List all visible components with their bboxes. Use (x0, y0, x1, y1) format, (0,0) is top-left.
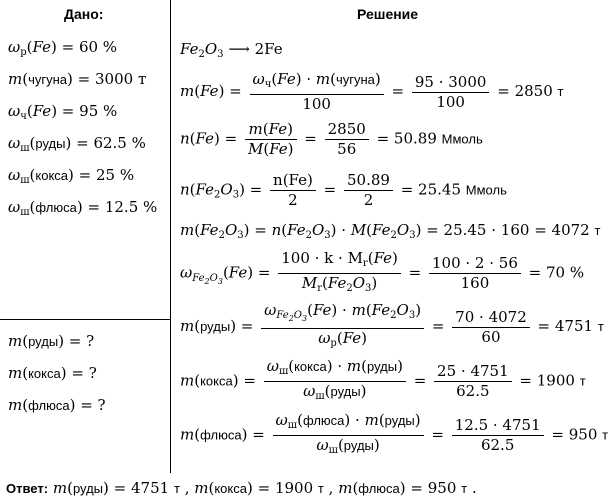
given-item: $\omega_ч(Fe) = 95$ % (8, 102, 118, 122)
formula-mass-ore: m(руды) = $\frac{\omega_{Fe_2O_3}(Fe) \cdot m(Fe_2O_3)}{\omega_р(Fe)}$ = $\frac{70 \cdot 4072}{60}$ = 4751 т (180, 301, 604, 349)
formula-moles-fe: n(Fe) = $\frac{m(Fe)}{M(Fe)}$ = $\frac{2850}{56}$ = 50.89 Ммоль (180, 120, 483, 158)
reaction-equation: $Fe_2O_3$ ⟶ 2Fe (180, 40, 283, 60)
find-item: m(флюса) = ? (8, 396, 106, 414)
formula-mass-fe: m(Fe) = $\frac{\omega_ч(Fe) \cdot m(чугуна)}{100}$ = $\frac{95 \cdot 3000}{100}$ = 2850 т (180, 70, 564, 113)
given-item: $\omega_ш(флюса) = 12.5$ % (8, 198, 158, 218)
answer-line: Ответ: m(руды) = 4751 т , m(кокса) = 1900 т , m(флюса) = 950 т . (6, 479, 477, 497)
formula-mass-fe2o3: $m(Fe_2O_3) = n(Fe_2O_3) \cdot M(Fe_2O_3) = 25.45 \cdot 160 = 4072$ т (180, 221, 601, 241)
given-item: m(чугуна) = 3000 т (8, 70, 147, 88)
formula-fraction-fe: $\omega_{Fe_2O_3}(Fe)$ = $\frac{100 \cdot k \cdot M_r(Fe)}{M_r(Fe_2O_3)}$ = $\frac{100 \cdot 2 \cdot 56}{160}$ = 70 % (180, 249, 585, 294)
given-item: $\omega_ш(руды) = 62.5$ % (8, 134, 146, 154)
formula-moles-fe2o3: $n(Fe_2O_3)$ = $\frac{n(Fe)}{2}$ = $\frac{50.89}{2}$ = 25.45 Ммоль (180, 171, 507, 209)
given-item: $\omega_р(Fe) = 60$ % (8, 38, 118, 58)
find-item: m(руды) = ? (8, 332, 95, 350)
answer-label: Ответ: (6, 481, 49, 496)
formula-mass-coke: m(кокса) = $\frac{\omega_ш(кокса) \cdot m(руды)}{\omega_ш(руды)}$ = $\frac{25 \cdot 4751}{62.5}$ = 1900 т (180, 357, 586, 402)
given-item: $\omega_ш(кокса) = 25$ % (8, 166, 135, 186)
solution-header: Решение (357, 6, 419, 22)
column-divider (170, 0, 171, 473)
given-find-divider (0, 319, 170, 320)
given-header: Дано: (64, 6, 104, 22)
formula-mass-flux: m(флюса) = $\frac{\omega_ш(флюса) \cdot m(руды)}{\omega_ш(руды)}$ = $\frac{12.5 \cdot 4751}{62.5}$ = 950 т (180, 411, 608, 456)
find-item: m(кокса) = ? (8, 364, 97, 382)
